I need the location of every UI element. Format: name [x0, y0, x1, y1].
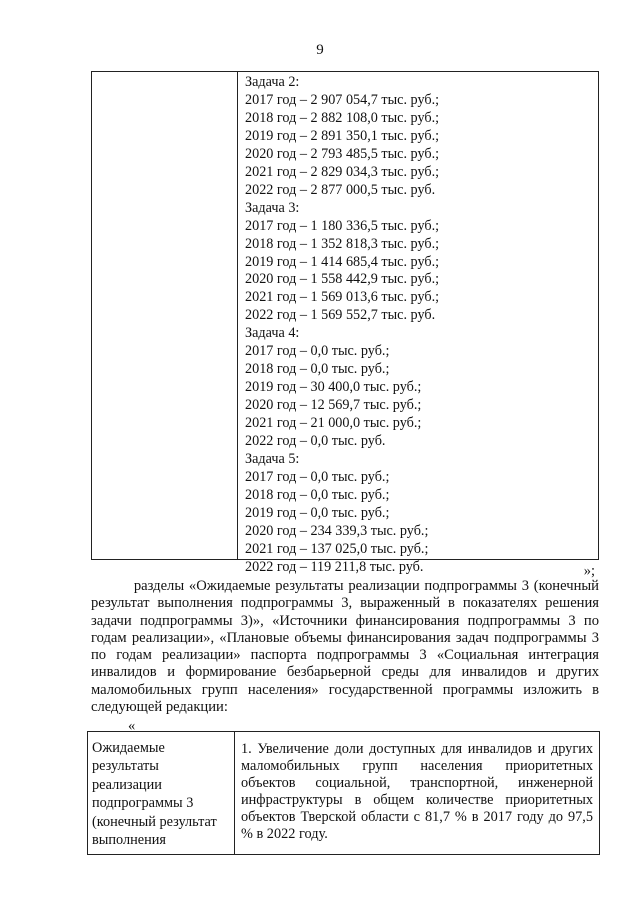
task-heading: Задача 2: [245, 74, 300, 90]
financing-line: 2020 год – 234 339,3 тыс. руб.; [245, 522, 429, 539]
table-column-divider [237, 72, 238, 559]
opening-quote: « [128, 718, 136, 734]
financing-line: 2017 год – 1 180 336,5 тыс. руб.; [245, 217, 440, 234]
financing-line: 2021 год – 21 000,0 тыс. руб.; [245, 415, 422, 432]
results-label-line: выполнения [92, 832, 166, 849]
financing-line: 2022 год – 2 877 000,5 тыс. руб. [245, 181, 436, 198]
results-label-line: Ожидаемые [92, 740, 165, 756]
financing-line: 2018 год – 2 882 108,0 тыс. руб.; [245, 109, 440, 126]
financing-line: 2018 год – 1 352 818,3 тыс. руб.; [245, 235, 440, 252]
financing-line: 2021 год – 137 025,0 тыс. руб.; [245, 540, 429, 557]
financing-line: 2019 год – 0,0 тыс. руб.; [245, 504, 390, 521]
financing-line: 2022 год – 1 569 552,7 тыс. руб. [245, 307, 436, 324]
financing-line: 2022 год – 119 211,8 тыс. руб. [245, 558, 424, 575]
financing-column [245, 74, 594, 577]
task-heading: Задача 4: [245, 325, 300, 342]
financing-line: 2017 год – 0,0 тыс. руб.; [245, 343, 390, 360]
financing-line: 2021 год – 1 569 013,6 тыс. руб.; [245, 289, 440, 306]
closing-quote: »; [583, 563, 595, 579]
financing-line: 2019 год – 1 414 685,4 тыс. руб.; [245, 253, 440, 270]
page-number: 9 [316, 42, 324, 58]
table-column-divider [234, 732, 235, 854]
financing-line: 2020 год – 1 558 442,9 тыс. руб.; [245, 271, 440, 288]
financing-table [91, 71, 599, 575]
financing-line: 2021 год – 2 829 034,3 тыс. руб.; [245, 163, 440, 180]
results-table [87, 731, 600, 855]
body-paragraph [91, 578, 599, 716]
financing-line: 2020 год – 2 793 485,5 тыс. руб.; [245, 145, 440, 162]
financing-line: 2020 год – 12 569,7 тыс. руб.; [245, 397, 422, 414]
results-label-line: реализации [92, 776, 162, 793]
financing-line: 2018 год – 0,0 тыс. руб.; [245, 486, 390, 503]
results-label-line: (конечный результат [92, 813, 217, 830]
financing-line: 2018 год – 0,0 тыс. руб.; [245, 361, 390, 378]
financing-line: 2019 год – 30 400,0 тыс. руб.; [245, 379, 422, 396]
results-label-line: подпрограммы 3 [92, 795, 194, 812]
results-value-cell: 1. Увеличение доли доступных для инвалидов и других маломобильных групп населения приоритетных объектов социальной, транспортной, инженерной инфраструктуры в общем количестве приоритетных объектов Тверской области с 81,7 % в 2017 году до 97,5 % в 2022 году. [241, 741, 593, 842]
financing-line: 2017 год – 0,0 тыс. руб.; [245, 468, 390, 485]
financing-line: 2019 год – 2 891 350,1 тыс. руб.; [245, 127, 440, 144]
results-label-cell [92, 739, 232, 849]
paragraph-text: разделы «Ожидаемые результаты реализации подпрограммы 3 (конечный результат выполнения подпрограммы 3, выраженный в показателях решения задачи подпрограммы 3)», «Источники финансирования подпрограммы 3 по годам реализации», «Плановые объемы финансирования задач подпрограммы 3 по годам реализации» паспорта подпрограммы 3 «Социальная интеграция инвалидов и формирование безбарьерной среды для инвалидов и других маломобильных групп населения» государственной программы изложить в следующей редакции: [91, 578, 599, 716]
financing-line: 2022 год – 0,0 тыс. руб. [245, 433, 386, 450]
task-heading: Задача 3: [245, 199, 300, 216]
financing-line: 2017 год – 2 907 054,7 тыс. руб.; [245, 91, 440, 108]
results-label-line: результаты [92, 758, 159, 775]
task-heading: Задача 5: [245, 451, 300, 468]
